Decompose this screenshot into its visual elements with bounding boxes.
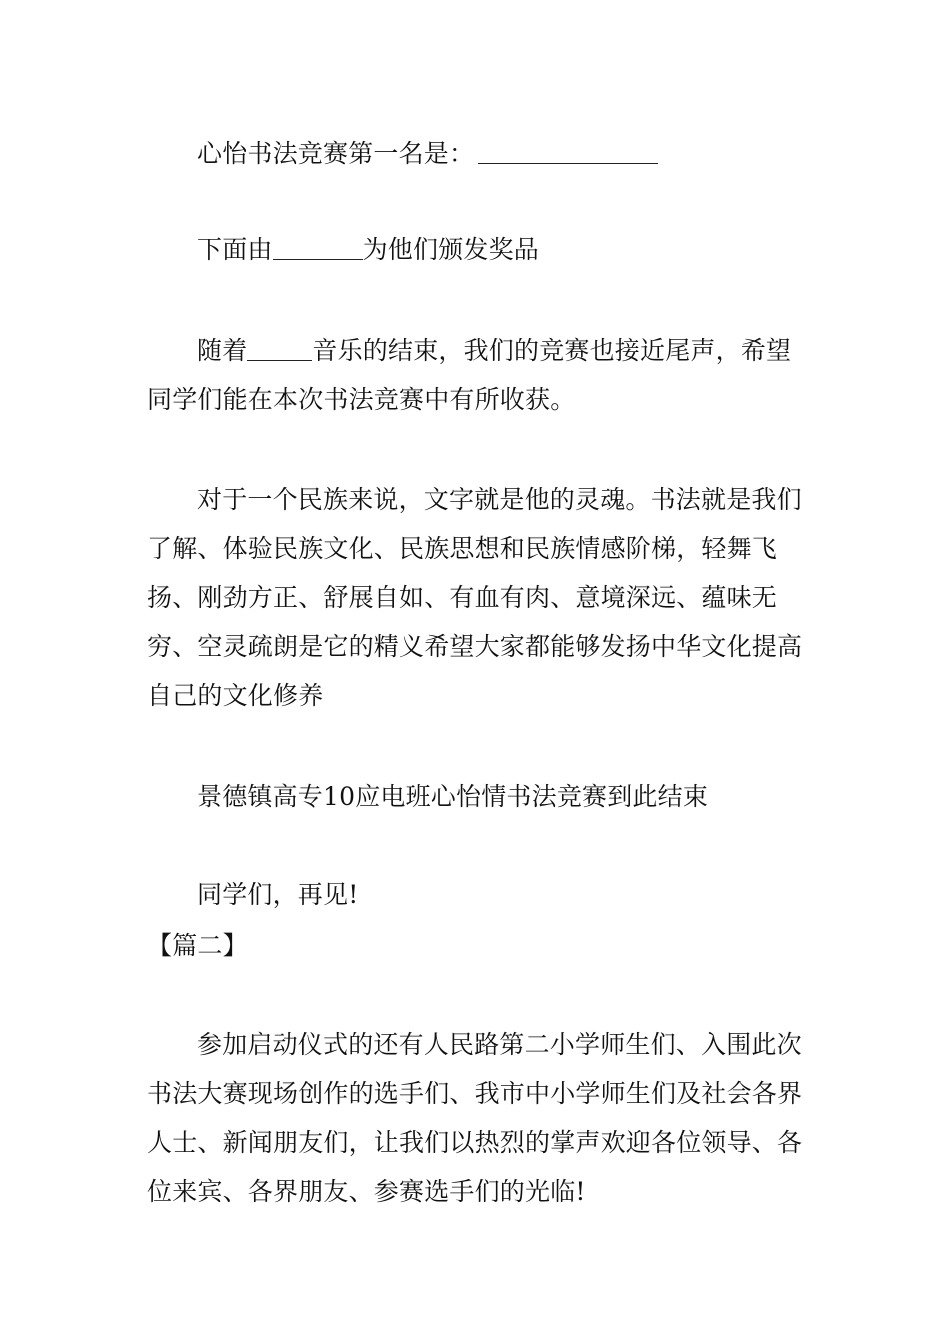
paragraph-first-place bbox=[147, 129, 807, 178]
paragraph-music-ending bbox=[147, 326, 807, 424]
calligraphy-meaning-text: 对于一个民族来说，文字就是他的灵魂。书法就是我们了解、体验民族文化、民族思想和民族情感阶梯，轻舞飞扬、刚劲方正、舒展自如、有血有肉、意境深远、蕴味无穷、空灵疏朗是它的精义希望大家都能够发扬中华文化提高自己的文化修养 bbox=[147, 485, 803, 710]
paragraph-closing-announcement bbox=[147, 772, 807, 821]
paragraph-calligraphy-meaning bbox=[147, 475, 807, 720]
fill-in-blank bbox=[247, 336, 312, 361]
music-text-after: 音乐的结束，我们的竞赛也接近尾声，希望同学们能在本次书法竞赛中有所收获。 bbox=[147, 336, 792, 414]
music-text-before: 随着 bbox=[197, 336, 248, 365]
paragraph-farewell bbox=[147, 870, 807, 919]
paragraph-opening-ceremony bbox=[147, 1020, 807, 1216]
award-text-after: 为他们颁发奖品 bbox=[362, 235, 540, 264]
section-heading bbox=[147, 921, 807, 970]
award-text-before: 下面由 bbox=[197, 235, 273, 264]
closing-announcement-text: 景德镇高专10应电班心怡情书法竞赛到此结束 bbox=[197, 782, 709, 811]
fill-in-blank bbox=[478, 139, 658, 164]
fill-in-blank bbox=[273, 235, 363, 260]
first-place-text: 心怡书法竞赛第一名是： bbox=[197, 139, 475, 168]
paragraph-award-presenter bbox=[147, 225, 807, 274]
opening-ceremony-text: 参加启动仪式的还有人民路第二小学师生们、入围此次书法大赛现场创作的选手们、我市中小学师生们及社会各界人士、新闻朋友们，让我们以热烈的掌声欢迎各位领导、各位来宾、各界朋友、参赛选手们的光临! bbox=[147, 1030, 803, 1206]
section-heading-text: 【篇二】 bbox=[147, 931, 248, 960]
farewell-text: 同学们，再见! bbox=[197, 880, 359, 909]
